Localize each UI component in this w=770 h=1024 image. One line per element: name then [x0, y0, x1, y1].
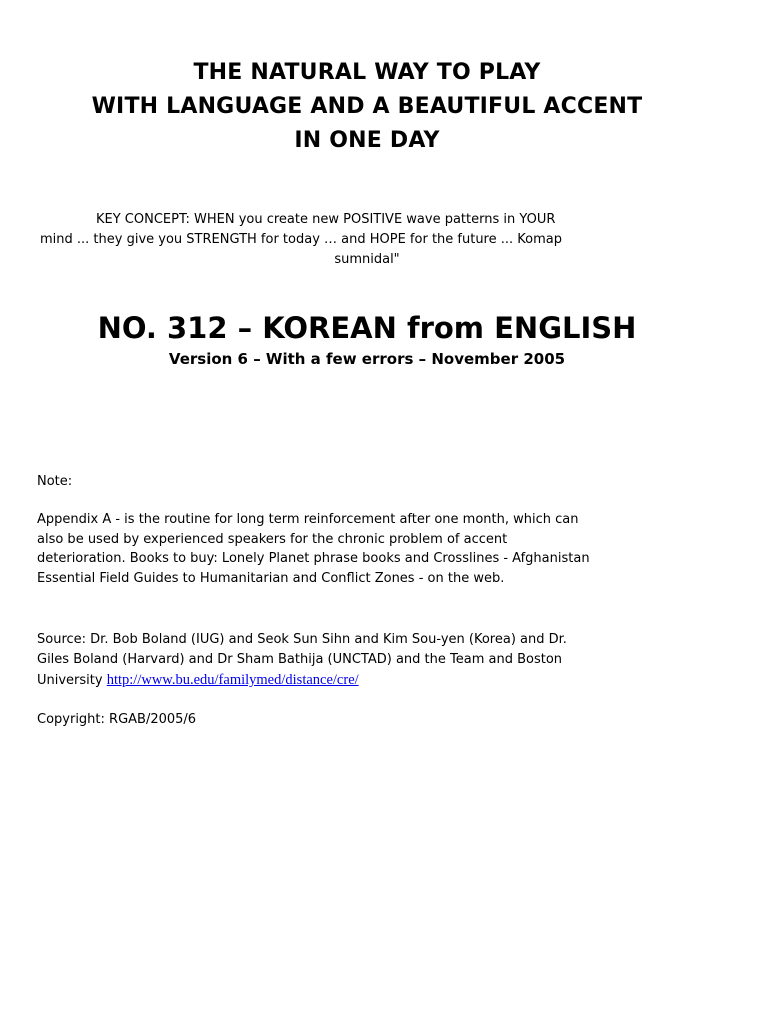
title-line-3: IN ONE DAY	[294, 128, 440, 153]
appendix-line-3: deterioration. Books to buy: Lonely Planet phrase books and Crosslines - Afghanistan	[37, 551, 590, 566]
key-concept-line-3: sumnidal"	[334, 252, 400, 267]
source-line-3	[37, 670, 727, 691]
appendix-line-4: Essential Field Guides to Humanitarian and Conflict Zones - on the web.	[37, 570, 505, 586]
document-number: NO. 312 – KOREAN from ENGLISH	[97, 311, 637, 345]
title-line-2: WITH LANGUAGE AND A BEAUTIFUL ACCENT	[91, 94, 643, 119]
appendix-paragraph	[37, 510, 727, 588]
key-concept-line-1: KEY CONCEPT: WHEN you create new POSITIVE wave patterns in YOUR	[96, 212, 556, 227]
source-paragraph	[37, 630, 727, 691]
key-concept-paragraph	[40, 210, 694, 270]
note-heading: Note:	[37, 474, 73, 489]
document-version: Version 6 – With a few errors – November 2005	[168, 350, 566, 368]
document-title	[0, 56, 734, 158]
copyright-notice: Copyright: RGAB/2005/6	[37, 712, 197, 727]
source-line-2: Giles Boland (Harvard) and Dr Sham Bathija (UNCTAD) and the Team and Boston	[37, 652, 563, 667]
source-line-1: Source: Dr. Bob Boland (IUG) and Seok Sun Sihn and Kim Sou-yen (Korea) and Dr.	[37, 632, 567, 647]
appendix-line-1: Appendix A - is the routine for long term reinforcement after one month, which can	[37, 512, 579, 527]
source-link[interactable]: http://www.bu.edu/familymed/distance/cre/	[106, 672, 359, 688]
key-concept-line-2: mind ... they give you STRENGTH for today … and HOPE for the future ... Komap	[40, 232, 562, 247]
source-line-3-prefix: University	[37, 673, 107, 688]
appendix-line-2: also be used by experienced speakers for the chronic problem of accent	[37, 531, 508, 547]
title-line-1: THE NATURAL WAY TO PLAY	[193, 60, 541, 85]
